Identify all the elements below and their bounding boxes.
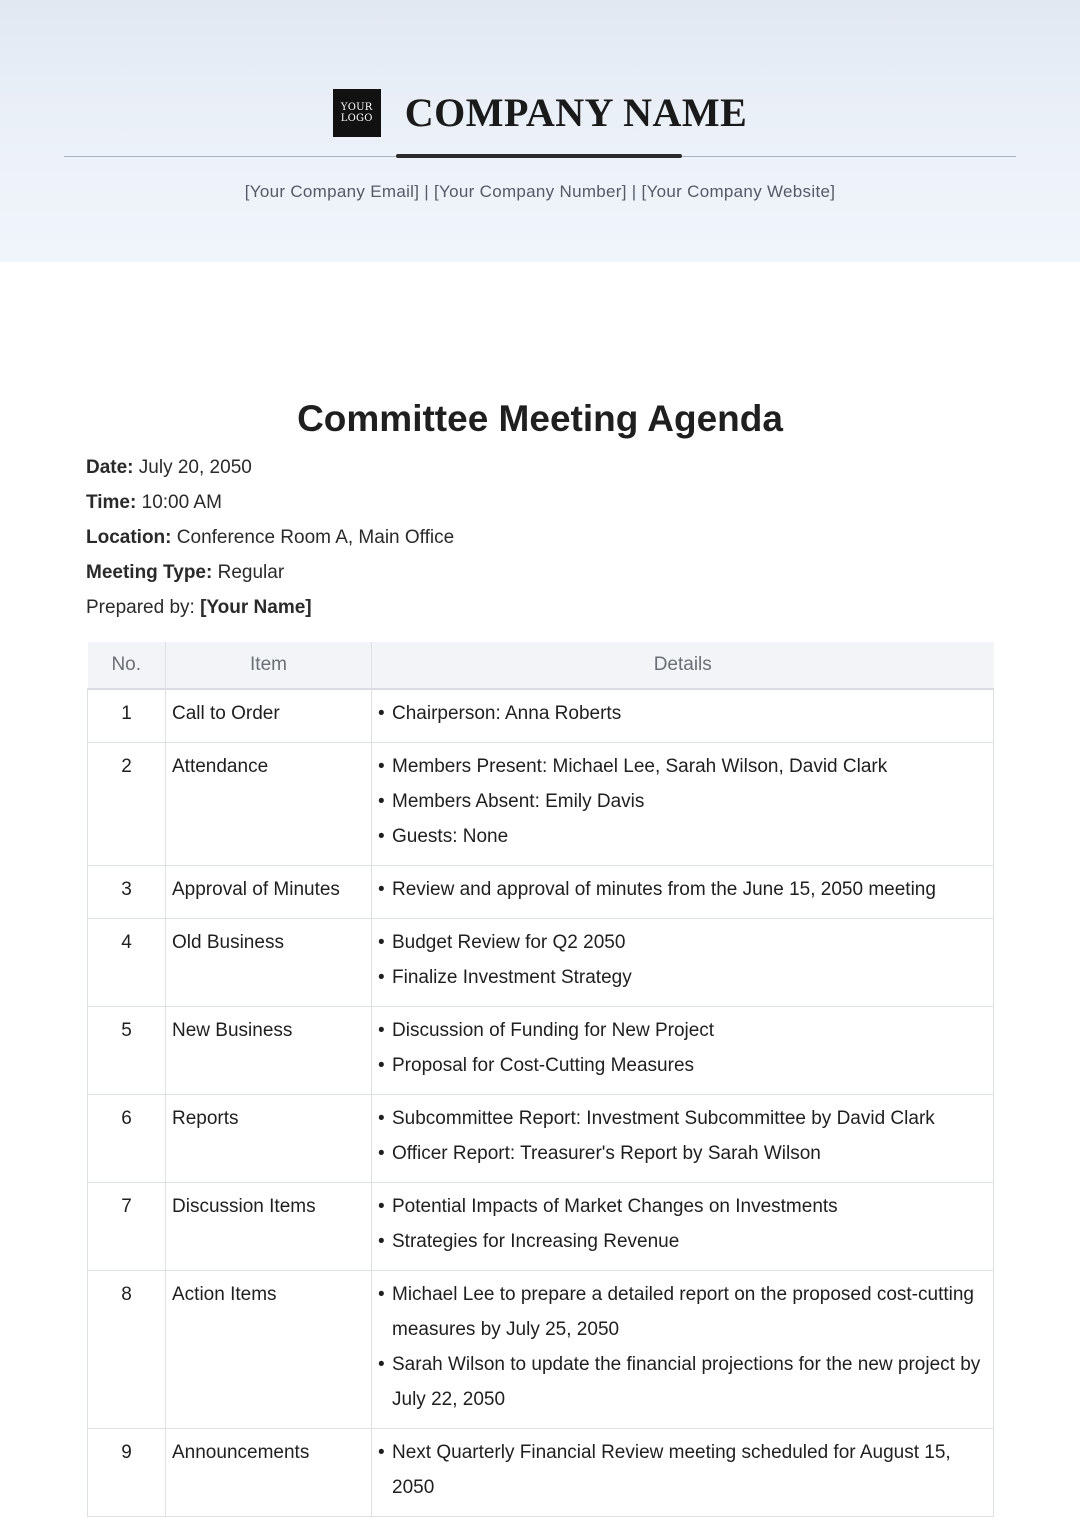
bullet-icon: • <box>378 967 385 988</box>
bullet-icon: • <box>378 1020 385 1041</box>
detail-bullet <box>378 872 987 907</box>
row-item: Action Items <box>166 1271 372 1429</box>
logo-line-1: YOUR <box>340 102 373 113</box>
column-header-item: Item <box>166 642 372 689</box>
meta-label: Meeting Type: <box>86 562 213 583</box>
detail-bullet <box>378 696 987 731</box>
meta-label: Location: <box>86 527 172 548</box>
detail-text: Next Quarterly Financial Review meeting scheduled for August 15, 2050 <box>392 1442 951 1498</box>
table-row <box>88 743 994 866</box>
row-item: Attendance <box>166 743 372 866</box>
table-row <box>88 689 994 743</box>
column-header-details: Details <box>372 642 994 689</box>
table-row <box>88 1095 994 1183</box>
row-item: Approval of Minutes <box>166 866 372 919</box>
meta-date <box>86 450 454 485</box>
bullet-icon: • <box>378 826 385 847</box>
bullet-icon: • <box>378 756 385 777</box>
detail-bullet <box>378 1013 987 1048</box>
row-details <box>372 1095 994 1183</box>
bullet-icon: • <box>378 1143 385 1164</box>
detail-text: Sarah Wilson to update the financial projections for the new project by July 22, 2050 <box>392 1354 981 1410</box>
detail-bullet <box>378 1048 987 1083</box>
detail-bullet <box>378 1435 987 1505</box>
bullet-icon: • <box>378 1196 385 1217</box>
row-details <box>372 919 994 1007</box>
table-row <box>88 1183 994 1271</box>
bullet-icon: • <box>378 932 385 953</box>
meta-meeting-type <box>86 555 454 590</box>
table-row <box>88 1271 994 1429</box>
row-number: 7 <box>88 1183 166 1271</box>
table-row <box>88 919 994 1007</box>
detail-text: Subcommittee Report: Investment Subcommittee by David Clark <box>392 1108 935 1129</box>
row-item: Call to Order <box>166 689 372 743</box>
detail-bullet <box>378 1347 987 1417</box>
row-details <box>372 866 994 919</box>
detail-bullet <box>378 1277 987 1347</box>
row-item: Old Business <box>166 919 372 1007</box>
detail-text: Strategies for Increasing Revenue <box>392 1231 680 1252</box>
table-row <box>88 1007 994 1095</box>
meta-value: July 20, 2050 <box>138 457 252 478</box>
detail-bullet <box>378 925 987 960</box>
detail-text: Proposal for Cost-Cutting Measures <box>392 1055 695 1076</box>
meta-location <box>86 520 454 555</box>
row-item: Discussion Items <box>166 1183 372 1271</box>
detail-text: Potential Impacts of Market Changes on Investments <box>392 1196 838 1217</box>
bullet-icon: • <box>378 1055 385 1076</box>
bullet-icon: • <box>378 1108 385 1129</box>
table-row <box>88 1429 994 1517</box>
detail-text: Budget Review for Q2 2050 <box>392 932 626 953</box>
company-logo <box>333 89 381 137</box>
meta-time <box>86 485 454 520</box>
detail-text: Finalize Investment Strategy <box>392 967 632 988</box>
header-divider-accent <box>396 154 682 158</box>
row-item: New Business <box>166 1007 372 1095</box>
prepared-value: [Your Name] <box>200 597 312 618</box>
document-title: Committee Meeting Agenda <box>297 398 783 439</box>
bullet-icon: • <box>378 791 385 812</box>
detail-text: Officer Report: Treasurer's Report by Sarah Wilson <box>392 1143 821 1164</box>
row-number: 5 <box>88 1007 166 1095</box>
brand <box>0 89 1080 137</box>
row-item: Announcements <box>166 1429 372 1517</box>
detail-bullet <box>378 819 987 854</box>
table-row <box>88 866 994 919</box>
company-name: COMPANY NAME <box>404 90 748 135</box>
company-contact: [Your Company Email] | [Your Company Number] | [Your Company Website] <box>244 182 836 201</box>
bullet-icon: • <box>378 703 385 724</box>
meta-label: Date: <box>86 457 134 478</box>
meeting-details <box>86 450 454 625</box>
row-item: Reports <box>166 1095 372 1183</box>
row-number: 9 <box>88 1429 166 1517</box>
detail-bullet <box>378 1224 987 1259</box>
bullet-icon: • <box>378 1231 385 1252</box>
meta-value: Conference Room A, Main Office <box>176 527 455 548</box>
detail-bullet <box>378 1189 987 1224</box>
bullet-icon: • <box>378 1442 385 1463</box>
detail-bullet <box>378 1136 987 1171</box>
table-header-row <box>88 642 994 689</box>
detail-text: Review and approval of minutes from the June 15, 2050 meeting <box>392 879 936 900</box>
prepared-label: Prepared by: <box>86 597 195 618</box>
row-details <box>372 743 994 866</box>
detail-bullet <box>378 960 987 995</box>
detail-text: Discussion of Funding for New Project <box>392 1020 715 1041</box>
bullet-icon: • <box>378 1284 385 1305</box>
detail-text: Chairperson: Anna Roberts <box>392 703 622 724</box>
bullet-icon: • <box>378 1354 385 1375</box>
detail-text: Guests: None <box>392 826 509 847</box>
row-details <box>372 1183 994 1271</box>
detail-text: Michael Lee to prepare a detailed report on the proposed cost-cutting measures by July 25, 2050 <box>392 1284 974 1340</box>
document-header <box>0 0 1080 262</box>
detail-text: Members Present: Michael Lee, Sarah Wilson, David Clark <box>392 756 888 777</box>
detail-bullet <box>378 749 987 784</box>
row-details <box>372 1429 994 1517</box>
agenda-table-body <box>88 689 994 1517</box>
bullet-icon: • <box>378 879 385 900</box>
row-number: 3 <box>88 866 166 919</box>
logo-line-2: LOGO <box>340 113 373 124</box>
row-details <box>372 689 994 743</box>
detail-bullet <box>378 784 987 819</box>
meta-value: 10:00 AM <box>141 492 222 513</box>
meta-prepared-by <box>86 590 454 625</box>
row-number: 8 <box>88 1271 166 1429</box>
row-number: 1 <box>88 689 166 743</box>
row-number: 4 <box>88 919 166 1007</box>
row-details <box>372 1271 994 1429</box>
meta-value: Regular <box>217 562 285 583</box>
row-details <box>372 1007 994 1095</box>
row-number: 6 <box>88 1095 166 1183</box>
detail-bullet <box>378 1101 987 1136</box>
detail-text: Members Absent: Emily Davis <box>392 791 645 812</box>
row-number: 2 <box>88 743 166 866</box>
agenda-table <box>87 642 994 1517</box>
meta-label: Time: <box>86 492 137 513</box>
column-header-no: No. <box>88 642 166 689</box>
